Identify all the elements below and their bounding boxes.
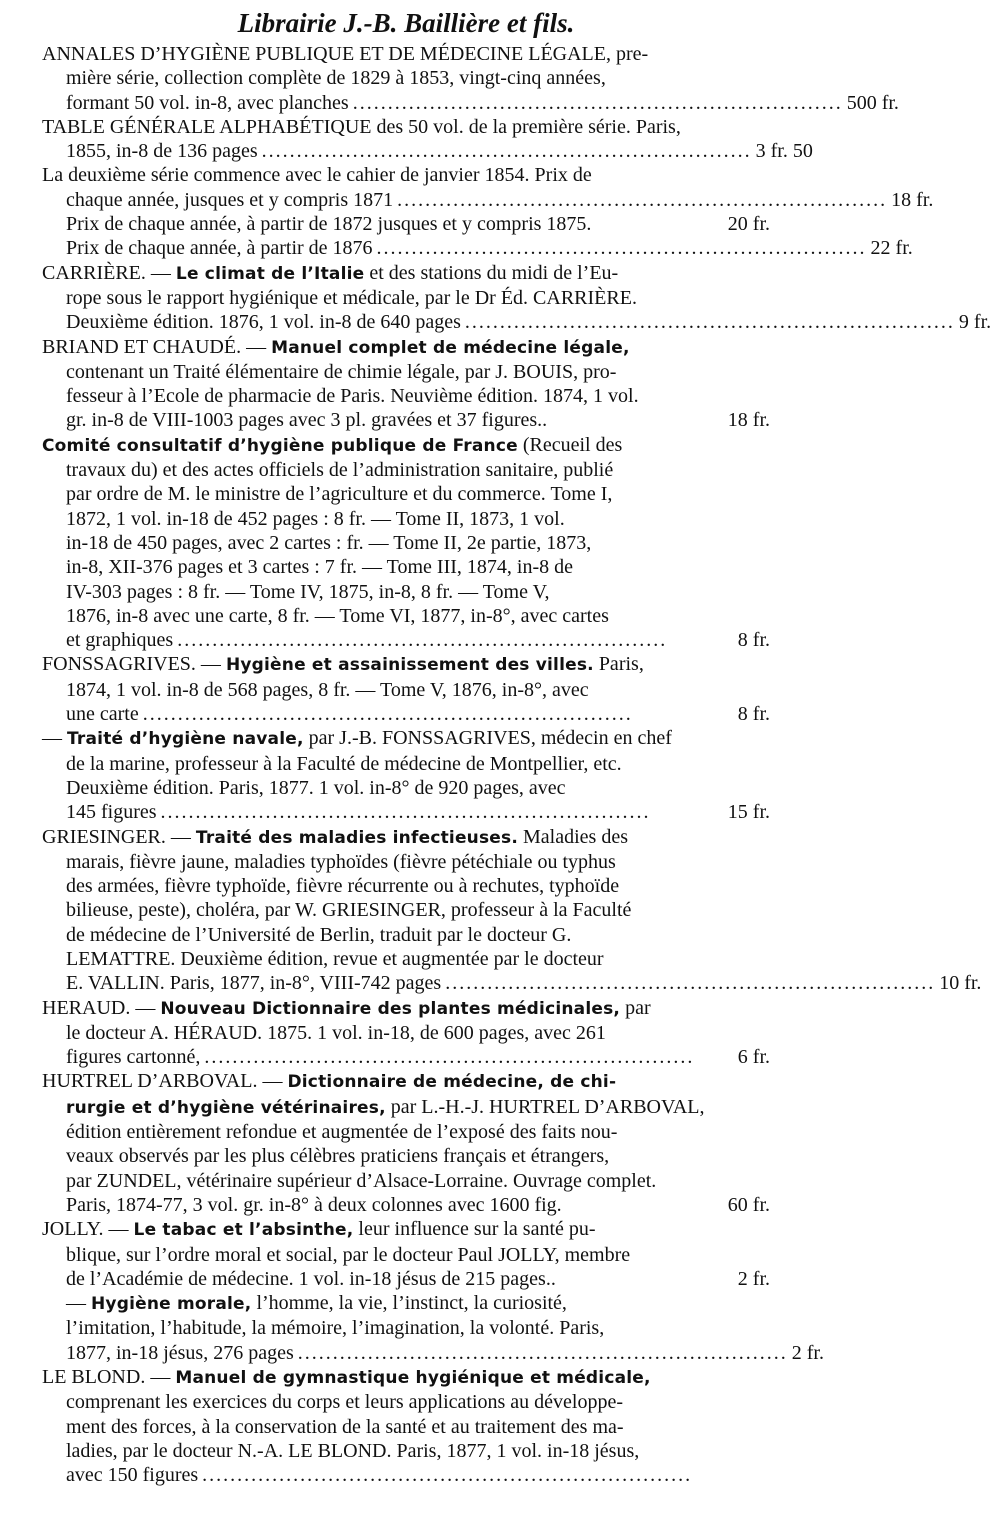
entry-line: 1872, 1 vol. in-18 de 452 pages : 8 fr. — Tome II, 1873, 1 vol. <box>66 507 565 530</box>
leader-dots: ...................................................................... <box>376 237 867 260</box>
entry-heraud <box>42 996 770 1070</box>
page-header: Librairie J.-B. Baillière et fils. <box>237 8 575 38</box>
price: 60 fr. <box>727 1193 770 1216</box>
book-title: Le climat de l’Italie <box>175 263 365 284</box>
price: 10 fr. <box>939 972 982 995</box>
author: CARRIÈRE. — <box>42 261 171 284</box>
entry-line: 1876, in-8 avec une carte, 8 fr. — Tome VI, 1877, in-8°, avec cartes <box>66 604 609 627</box>
entry-line <box>42 1095 770 1120</box>
book-title: Traité des maladies infectieuses. <box>195 827 519 848</box>
entry-line <box>42 726 770 751</box>
dash: — <box>42 727 62 750</box>
entry-line <box>42 1069 770 1094</box>
author: HURTREL D’ARBOVAL. — <box>42 1070 283 1093</box>
author: GRIESINGER. — <box>42 825 191 848</box>
leader-dots: ...................................................................... <box>177 629 668 652</box>
entry-line: figures cartonné, <box>66 1046 201 1069</box>
entry-line <box>42 433 770 458</box>
leader-dots: ...................................................................... <box>204 1046 695 1069</box>
author: JOLLY. — <box>42 1218 129 1241</box>
book-title: Comité consultatif d’hygiène publique de France <box>42 435 518 456</box>
price: 20 fr. <box>727 213 770 236</box>
entry-table-generale <box>42 115 813 164</box>
entry-price-line <box>42 971 982 995</box>
author: FONSSAGRIVES. — <box>42 653 221 676</box>
price: 22 fr. <box>870 237 913 260</box>
price: 2 fr. <box>791 1341 824 1364</box>
entry-line: chaque année, jusques et y compris 1871 <box>66 188 394 211</box>
leader-dots: ...................................................................... <box>397 188 888 211</box>
book-title: Hygiène et assainissement des villes. <box>225 655 594 676</box>
entry-le-blond <box>42 1365 770 1487</box>
entry-line: 145 figures <box>66 801 157 824</box>
entry-text: (Recueil des <box>522 433 623 456</box>
author: LE BLOND. — <box>42 1366 171 1389</box>
dash: — <box>66 1292 86 1315</box>
entry-line: 1874, 1 vol. in-8 de 568 pages, 8 fr. — Tome V, 1876, in-8°, avec <box>66 678 589 701</box>
author: HERAUD. — <box>42 996 156 1019</box>
entry-line: 1877, in-18 jésus, 276 pages <box>66 1341 294 1364</box>
leader-dots: ...................................................................... <box>261 140 752 163</box>
entry-line: une carte <box>66 703 139 726</box>
book-title: Nouveau Dictionnaire des plantes médicinales, <box>160 998 621 1019</box>
leader-dots: ...................................................................... <box>297 1341 788 1364</box>
entry-text: l’homme, la vie, l’instinct, la curiosité, <box>256 1292 567 1315</box>
entry-line: blique, sur l’ordre moral et social, par le docteur Paul JOLLY, membre <box>66 1243 631 1266</box>
entry-price-line <box>42 310 991 334</box>
entry-price-line <box>42 702 770 726</box>
entry-line: de médecine de l’Université de Berlin, traduit par le docteur G. <box>66 923 572 946</box>
entry-line: IV-303 pages : 8 fr. — Tome IV, 1875, in-8, 8 fr. — Tome V, <box>66 580 550 603</box>
entry-price-line <box>42 1267 770 1291</box>
entry-line: avec 150 figures <box>66 1464 199 1487</box>
book-title: Hygiène morale, <box>91 1294 252 1315</box>
leader-dots: ...................................................................... <box>160 801 651 824</box>
price: 15 fr. <box>727 801 770 824</box>
entry-comite-consultatif <box>42 433 770 653</box>
entry-line: des armées, fièvre typhoïde, fièvre récurrente ou à rechutes, typhoïde <box>66 875 620 898</box>
price: 18 fr. <box>727 409 770 432</box>
entry-line: Prix de chaque année, à partir de 1876 <box>66 237 373 260</box>
entry-text: leur influence sur la santé pu- <box>358 1218 596 1241</box>
entry-price-line <box>42 139 813 163</box>
entry-line: par ordre de M. le ministre de l’agriculture et du commerce. Tome I, <box>66 483 613 506</box>
entry-line <box>42 1365 770 1390</box>
price: 500 fr. <box>846 91 899 114</box>
book-title: rurgie et d’hygiène vétérinaires, <box>66 1097 386 1118</box>
leader-dots: ...................................................................... <box>202 1464 693 1487</box>
entry-line: Deuxième édition. 1876, 1 vol. in-8 de 640 pages <box>66 311 461 334</box>
book-title: Manuel de gymnastique hygiénique et médicale, <box>175 1368 651 1389</box>
entry-carriere <box>42 261 991 335</box>
entry-line: Deuxième édition. Paris, 1877. 1 vol. in-8° de 920 pages, avec <box>66 776 566 799</box>
entry-line: Paris, 1874-77, 3 vol. gr. in-8° à deux colonnes avec 1600 fig. <box>66 1193 562 1216</box>
entry-line: Prix de chaque année, à partir de 1872 jusques et y compris 1875. <box>66 213 592 236</box>
entry-jolly <box>42 1217 770 1291</box>
entry-line: ladies, par le docteur N.-A. LE BLOND. Paris, 1877, 1 vol. in-18 jésus, <box>66 1439 640 1462</box>
entry-text: par <box>625 996 651 1019</box>
entry-price-line <box>42 212 770 236</box>
leader-dots: ...................................................................... <box>352 91 843 114</box>
book-title: Dictionnaire de médecine, de chi- <box>287 1072 617 1093</box>
entry-text: Paris, <box>598 653 644 676</box>
entry-line <box>42 1291 770 1316</box>
entry-price-line <box>42 1463 770 1487</box>
entry-text: par L.-H.-J. HURTREL D’ARBOVAL, <box>390 1095 705 1118</box>
leader-dots: ...................................................................... <box>464 311 955 334</box>
entry-price-line <box>42 800 770 824</box>
entry-line: et graphiques <box>66 629 174 652</box>
entry-line: bilieuse, peste), choléra, par W. GRIESINGER, professeur à la Faculté <box>66 899 632 922</box>
leader-dots: ...................................................................... <box>142 703 633 726</box>
entry-price-line <box>42 91 899 115</box>
book-title: Le tabac et l’absinthe, <box>133 1220 354 1241</box>
entry-text: et des stations du midi de l’Eu- <box>369 261 619 284</box>
price: 8 fr. <box>737 629 770 652</box>
entry-line: l’imitation, l’habitude, la mémoire, l’imagination, la volonté. Paris, <box>66 1317 605 1340</box>
entry-line: in-8, XII-376 pages et 3 cartes : 7 fr. — Tome III, 1874, in-8 de <box>66 556 573 579</box>
entry-price-line <box>42 1193 770 1217</box>
entry-line: LEMATTRE. Deuxième édition, revue et augmentée par le docteur <box>66 947 604 970</box>
leader-dots: ...................................................................... <box>445 972 936 995</box>
entry-deuxieme-serie <box>42 163 934 260</box>
entry-text: par J.-B. FONSSAGRIVES, médecin en chef <box>308 727 672 750</box>
entry-hurtrel-darboval <box>42 1069 770 1217</box>
entry-line: de l’Académie de médecine. 1 vol. in-18 jésus de 215 pages.. <box>66 1267 556 1290</box>
entry-text: Maladies des <box>523 825 628 848</box>
entry-line: contenant un Traité élémentaire de chimie légale, par J. BOUIS, pro- <box>66 360 617 383</box>
entry-line: E. VALLIN. Paris, 1877, in-8°, VIII-742 pages <box>66 972 442 995</box>
entry-line: rope sous le rapport hygiénique et médicale, par le Dr Éd. CARRIÈRE. <box>66 286 637 309</box>
price: 9 fr. <box>958 311 991 334</box>
book-title: Manuel complet de médecine légale, <box>271 337 630 358</box>
entry-griesinger <box>42 825 982 996</box>
entry-line <box>42 261 770 286</box>
entry-line: TABLE GÉNÉRALE ALPHABÉTIQUE des 50 vol. de la première série. Paris, <box>42 115 681 138</box>
entry-price-line <box>42 1045 770 1069</box>
entry-price-line <box>42 628 770 652</box>
entry-line: marais, fièvre jaune, maladies typhoïdes (fièvre pétéchiale ou typhus <box>66 850 616 873</box>
entry-line: travaux du) et des actes officiels de l’administration sanitaire, publié <box>66 459 614 482</box>
entry-line: gr. in-8 de VIII-1003 pages avec 3 pl. gravées et 37 figures.. <box>66 409 548 432</box>
price: 3 fr. 50 <box>755 140 813 163</box>
price: 6 fr. <box>737 1046 770 1069</box>
author: BRIAND ET CHAUDÉ. — <box>42 335 267 358</box>
entry-line: le docteur A. HÉRAUD. 1875. 1 vol. in-18, de 600 pages, avec 261 <box>66 1021 606 1044</box>
entry-line: 1855, in-8 de 136 pages <box>66 140 258 163</box>
entry-line: veaux observés par les plus célèbres praticiens français et étrangers, <box>66 1145 610 1168</box>
entry-price-line <box>42 1341 824 1365</box>
entry-price-line <box>42 188 934 212</box>
entry-line: in-18 de 450 pages, avec 2 cartes : fr. — Tome II, 2e partie, 1873, <box>66 531 592 554</box>
entry-hygiene-navale <box>42 726 770 824</box>
entry-line <box>42 825 770 850</box>
entry-line <box>42 335 770 360</box>
entry-briand-chaude <box>42 335 770 433</box>
entry-annales <box>42 42 899 115</box>
price: 8 fr. <box>737 703 770 726</box>
entry-line: édition entièrement refondue et augmentée de l’exposé des faits nou- <box>66 1121 618 1144</box>
entry-hygiene-morale <box>42 1291 824 1365</box>
entry-line: de la marine, professeur à la Faculté de médecine de Montpellier, etc. <box>66 752 622 775</box>
entry-line: ment des forces, à la conservation de la santé et au traitement des ma- <box>66 1415 624 1438</box>
entry-price-line <box>42 236 913 260</box>
entry-line: comprenant les exercices du corps et leurs applications au développe- <box>66 1391 624 1414</box>
entry-line: ANNALES D’HYGIÈNE PUBLIQUE ET DE MÉDECINE LÉGALE, pre- <box>42 43 649 65</box>
entry-line: formant 50 vol. in-8, avec planches <box>66 91 349 114</box>
entry-fonssagrives <box>42 652 770 726</box>
book-title: Traité d’hygiène navale, <box>67 729 304 750</box>
entry-line <box>42 1217 770 1242</box>
entry-line <box>42 652 770 677</box>
entry-line: fesseur à l’Ecole de pharmacie de Paris. Neuvième édition. 1874, 1 vol. <box>66 385 639 408</box>
entry-line: par ZUNDEL, vétérinaire supérieur d’Alsace-Lorraine. Ouvrage complet. <box>66 1169 657 1192</box>
entry-line: La deuxième série commence avec le cahier de janvier 1854. Prix de <box>42 164 592 187</box>
entry-line: mière série, collection complète de 1829 à 1853, vingt-cinq années, <box>66 67 606 90</box>
entry-price-line <box>42 408 770 432</box>
entry-line <box>42 996 770 1021</box>
price: 2 fr. <box>737 1267 770 1290</box>
price: 18 fr. <box>891 188 934 211</box>
